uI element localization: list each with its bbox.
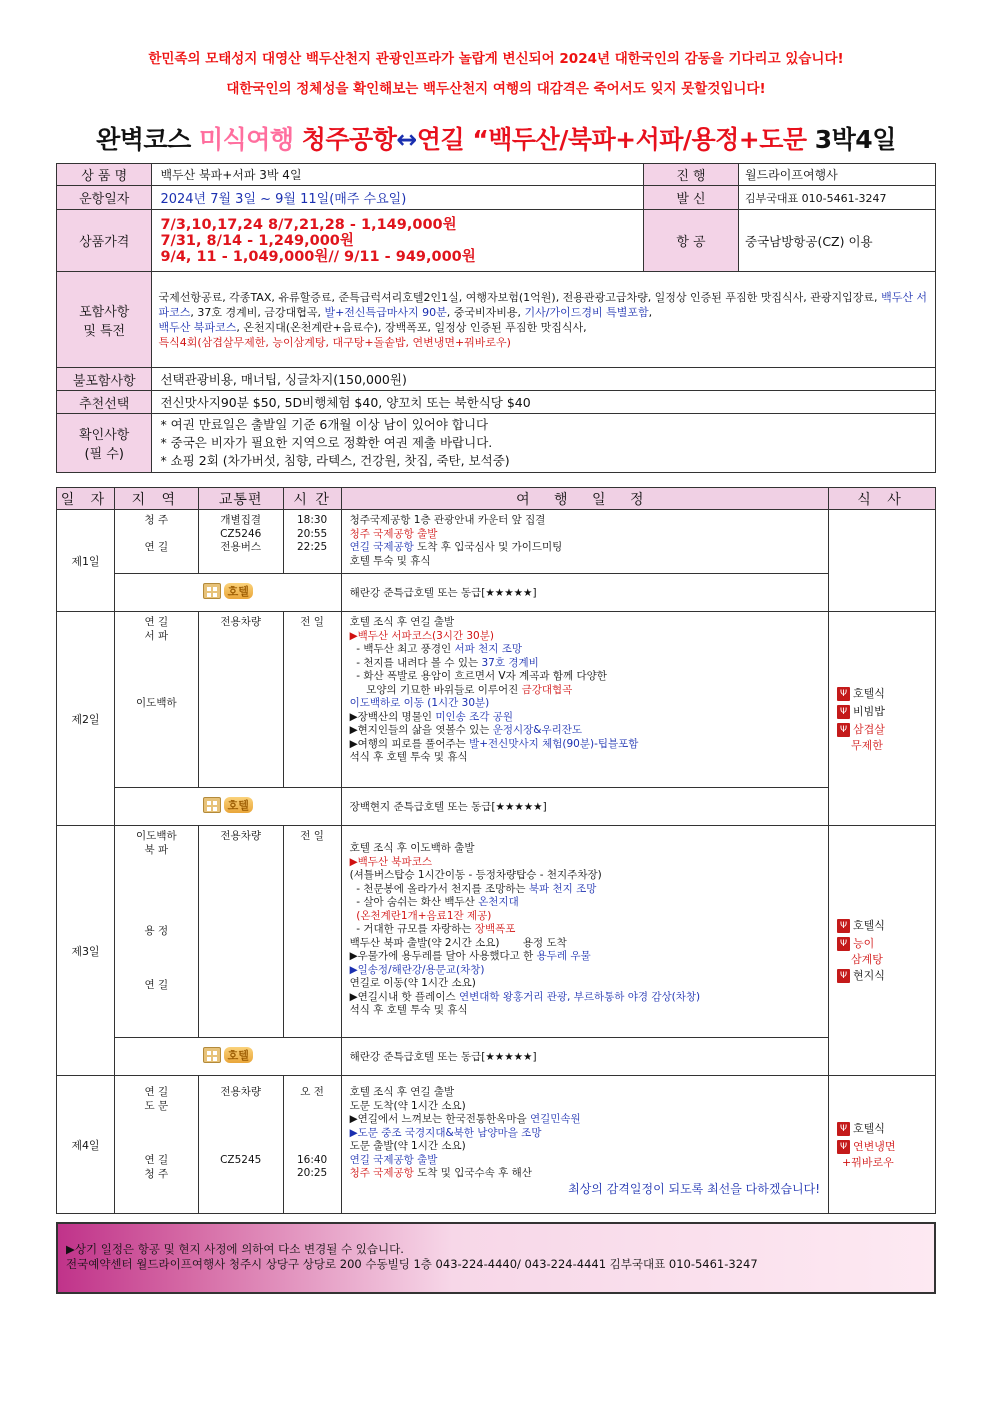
- time: 오 전: [300, 1086, 324, 1098]
- check-label: [57, 414, 152, 473]
- transport: CZ5245: [220, 1153, 262, 1166]
- itinerary-line: 연길 국제공항 출발: [349, 1153, 438, 1166]
- day4-transport: [198, 1076, 283, 1214]
- info-row-include: [57, 272, 936, 368]
- day1-row: [57, 510, 936, 574]
- itinerary-line: [350, 541, 820, 555]
- title-destination: 연길 “백두산/북파+서파/용정+도문: [416, 125, 807, 154]
- date-value: 2024년 7월 3일 ~ 9월 11일(매주 수요일): [152, 186, 643, 210]
- operator-label: 진 행: [643, 164, 738, 186]
- time: 22:25: [296, 541, 328, 553]
- itinerary-text: 모양의 기묘한 바위들로 이루어진: [349, 683, 522, 696]
- transport: CZ5246: [220, 527, 262, 540]
- itinerary-text: - 천문봉에 올라가서 천지를 조망하는: [349, 882, 529, 895]
- fork-knife-icon: Ψ: [837, 723, 850, 737]
- product-info-table: [56, 163, 936, 473]
- itinerary-highlight: 용두레 우물: [536, 950, 591, 962]
- itinerary-line: [350, 1113, 820, 1127]
- col-header-day: 일 자: [57, 488, 115, 510]
- footer-box: [56, 1222, 936, 1294]
- info-row-check: [57, 414, 936, 473]
- place: 연 길: [144, 1086, 169, 1098]
- footer-row: [57, 1223, 935, 1293]
- itinerary-line: 백두산 북파 출발(약 2시간 소요) 용정 도착: [349, 936, 567, 949]
- time: 20:55: [296, 527, 328, 540]
- day2-itinerary: [341, 612, 828, 788]
- exclude-value: 선택관광비용, 매너팁, 싱글차지(150,000원): [152, 368, 936, 391]
- day1-times: [283, 510, 341, 574]
- itinerary-highlight: 서파 천지 조망: [454, 643, 523, 655]
- fork-knife-icon: Ψ: [837, 937, 850, 951]
- itinerary-line: [350, 1167, 820, 1181]
- fork-knife-icon: Ψ: [837, 705, 850, 719]
- itinerary-line: 청주 국제공항 출발: [349, 527, 438, 540]
- itinerary-text: 도착 및 입국수속 후 해산: [413, 1167, 532, 1179]
- place: 연 길: [144, 1154, 169, 1166]
- meal-item: [837, 685, 935, 703]
- hotel-icon: [203, 583, 221, 599]
- fork-knife-icon: Ψ: [837, 969, 850, 983]
- fork-knife-icon: Ψ: [837, 1122, 850, 1136]
- itinerary-line: 청주국제공항 1층 관광안내 카운터 앞 집결: [349, 514, 546, 526]
- day3-hotel: 해란강 준특급호텔 또는 동급[★★★★★]: [341, 1038, 828, 1076]
- meal-item: [837, 721, 935, 739]
- place: 청 주: [144, 1167, 169, 1180]
- include-value: [152, 272, 936, 368]
- itinerary-line: [350, 950, 820, 964]
- place: 서 파: [144, 629, 169, 642]
- time: 16:40: [296, 1153, 328, 1166]
- schedule-table: [56, 487, 936, 1214]
- footer-notice: [57, 1223, 935, 1293]
- info-row-exclude: [57, 368, 936, 391]
- itinerary-line: ▶도문 중조 국경지대&북한 남양마을 조망: [349, 1126, 542, 1139]
- itinerary-highlight: 금강대협곡: [521, 683, 573, 696]
- itinerary-line: 도문 도착(약 1시간 소요): [349, 1099, 466, 1112]
- meal-item: [837, 703, 935, 721]
- itinerary-line: (셔틀버스탑승 1시간이동 - 등정차량탑승 - 천지주차장): [349, 869, 602, 881]
- info-row-date: [57, 186, 936, 210]
- meal-text: 무제한: [851, 738, 883, 752]
- place: 연 길: [144, 541, 169, 553]
- place: 북 파: [144, 843, 169, 856]
- itinerary-text: - 천지를 내려다 볼 수 있는: [349, 656, 482, 669]
- date-label: 운항일자: [57, 186, 152, 210]
- meal-item: [837, 917, 935, 935]
- itinerary-line: [350, 923, 820, 937]
- title-gourmet: 미식여행: [198, 125, 302, 154]
- price-values: [152, 210, 643, 272]
- hotel-badge: [203, 583, 253, 599]
- recommend-label: 추천선택: [57, 391, 152, 414]
- include-label-line-1: 포함사항: [79, 304, 130, 320]
- price-line-3: 9/4, 11 - 1,049,000원// 9/11 - 949,000원: [160, 248, 476, 265]
- day2-hotel-label: [114, 788, 341, 826]
- fork-knife-icon: Ψ: [837, 1140, 850, 1154]
- day2-places: [114, 612, 198, 788]
- check-label-line-2: (필 수): [84, 447, 124, 462]
- itinerary-line: 연길로 이동(약 1시간 소요): [349, 977, 476, 989]
- meal-text: 능이: [853, 936, 875, 950]
- operator-value: 월드라이프여행사: [739, 164, 936, 186]
- hotel-icon: [203, 797, 221, 813]
- day1-itinerary: [341, 510, 828, 574]
- place: 청 주: [144, 514, 169, 526]
- itinerary-highlight: 온천지대: [478, 896, 519, 908]
- include-label: [57, 272, 152, 368]
- hotel-badge-text: 호텔: [224, 797, 253, 813]
- meal-text: 연변냉면: [853, 1139, 896, 1153]
- itinerary-text: 도착 후 입국심사 및 가이드미팅: [413, 541, 563, 553]
- check-item: * 여권 만료일은 출발일 기준 6개월 이상 남이 있어야 합니다: [160, 417, 489, 432]
- day3-row: [57, 826, 936, 1038]
- footer-contact: 전국예약센터 월드라이프여행사 청주시 상당구 상당로 200 수동빌딩 1층 043-224-4440/ 043-224-4441 김부국대표 010-5461-3247: [66, 1257, 758, 1271]
- info-row-price: [57, 210, 936, 272]
- meal-item: [837, 1138, 935, 1156]
- day1-meals: [829, 510, 936, 612]
- col-header-meal: 식 사: [829, 488, 936, 510]
- info-row-product: [57, 164, 936, 186]
- price-line-2: 7/31, 8/14 - 1,249,000원: [160, 232, 354, 249]
- itinerary-line: 석식 후 호텔 투숙 및 휴식: [349, 751, 468, 763]
- sender-label: 발 신: [643, 186, 738, 210]
- itinerary-highlight: 연길 국제공항: [349, 541, 414, 553]
- exclude-label: 불포함사항: [57, 368, 152, 391]
- itinerary-highlight: 발+전신맛사지 체험(90분)-팁블포함: [469, 737, 639, 750]
- include-label-line-2: 및 특전: [83, 323, 126, 339]
- itinerary-line: (온천계란1개+음료1잔 제공): [349, 909, 492, 922]
- hotel-badge: [203, 797, 253, 813]
- transport: 전용버스: [220, 541, 261, 553]
- include-text-5: , 온천지대(온천계란+음료수), 장백폭포, 일정상 인증된 푸짐한 맛집식사,: [236, 320, 587, 334]
- itinerary-line: 석식 후 호텔 투숙 및 휴식: [349, 1004, 468, 1016]
- itinerary-highlight: 연길민속원: [529, 1113, 581, 1125]
- info-row-recommend: [57, 391, 936, 414]
- include-text-3: , 중국비자비용,: [446, 305, 525, 319]
- fork-knife-icon: Ψ: [837, 687, 850, 701]
- place: [115, 528, 198, 542]
- meal-text: 삼겹살: [853, 722, 885, 736]
- col-header-transport: 교통편: [198, 488, 283, 510]
- itinerary-line: [350, 883, 820, 897]
- itinerary-highlight: 연변대학 왕홍거리 관광, 부르하통하 야경 감상(차창): [458, 990, 701, 1003]
- day1-transport: [198, 510, 283, 574]
- footer-disclaimer: ▶상기 일정은 항공 및 현지 사정에 의하여 다소 변경될 수 있습니다.: [66, 1242, 404, 1256]
- day4-row: [57, 1076, 936, 1214]
- include-special-meals: 특식4회(삼겹살무제한, 능이삼계탕, 대구탕+돌솥밥, 연변냉면+꿔바로우): [158, 335, 511, 349]
- itinerary-highlight: 운정시장&우리잔도: [492, 724, 583, 736]
- headline-line-1: 한민족의 모태성지 대영산 백두산천지 관광인프라가 놀랍게 변신되어 2024년 대한국인의 감동을 기다리고 있습니다!: [148, 51, 844, 67]
- page-title: [0, 120, 992, 156]
- itinerary-line: [350, 643, 820, 657]
- schedule-header-row: [57, 488, 936, 510]
- meal-text: 비빔밥: [853, 704, 885, 718]
- itinerary-line: 도문 출발(약 1시간 소요): [349, 1140, 466, 1152]
- day2-time: 전 일: [283, 612, 341, 788]
- itinerary-text: ▶여행의 피로를 풀어주는: [349, 737, 470, 750]
- headline: [0, 44, 992, 104]
- itinerary-highlight: 북파 천지 조망: [528, 882, 597, 895]
- check-item: * 중국은 비자가 필요한 지역으로 정확한 여권 제출 바랍니다.: [160, 435, 493, 450]
- day4-times: [283, 1076, 341, 1214]
- meal-text: 호텔식: [853, 1121, 885, 1135]
- include-highlight-guide: 기사/가이드경비 특별포함: [524, 305, 649, 319]
- fork-knife-icon: Ψ: [837, 919, 850, 933]
- day4-itinerary: [341, 1076, 828, 1214]
- itinerary-line: [350, 738, 820, 752]
- itinerary-text: - 살아 숨쉬는 화산 백두산: [349, 896, 479, 908]
- product-label: 상 품 명: [57, 164, 152, 186]
- itinerary-line: ▶백두산 서파코스(3시간 30분): [349, 629, 494, 642]
- itinerary-text: ▶현지인들의 삶을 엿볼수 있는: [349, 724, 493, 736]
- itinerary-text: - 백두산 최고 풍경인: [349, 643, 455, 655]
- hotel-badge-text: 호텔: [224, 583, 253, 599]
- include-highlight-west: 백두산 서파코스: [158, 290, 928, 319]
- day2-hotel: 장백현지 준특급호텔 또는 동급[★★★★★]: [341, 788, 828, 826]
- itinerary-line: ▶백두산 북파코스: [349, 855, 432, 868]
- col-header-place: 지 역: [114, 488, 198, 510]
- meal-item: [837, 935, 935, 953]
- itinerary-line: 호텔 조식 후 연길 출발: [349, 616, 455, 628]
- day3-places: [114, 826, 198, 1038]
- day3-label: 제3일: [57, 826, 115, 1076]
- itinerary-line: ▶일송정/해란강/용문교(차창): [349, 963, 485, 976]
- place: 이도백하: [136, 697, 177, 709]
- day3-transport: 전용차량: [198, 826, 283, 1038]
- day2-transport: 전용차량: [198, 612, 283, 788]
- day2-row: [57, 612, 936, 788]
- day4-meals: [829, 1076, 936, 1214]
- sender-value: 김부국대표 010-5461-3247: [739, 186, 936, 210]
- day2-hotel-row: [57, 788, 936, 826]
- meal-text: 삼계탕: [851, 952, 883, 966]
- airline-label: 항 공: [643, 210, 738, 272]
- day4-label: 제4일: [57, 1076, 115, 1214]
- itinerary-text: ▶우물가에 용두레를 달아 사용했다고 한: [349, 950, 537, 962]
- hotel-icon: [203, 1047, 221, 1063]
- meal-text: +꿔바로우: [842, 1155, 894, 1169]
- place: 용 정: [144, 925, 169, 937]
- meal-text: 호텔식: [853, 918, 885, 932]
- include-highlight-north: 백두산 북파코스: [158, 320, 237, 334]
- meal-text: 호텔식: [853, 686, 885, 700]
- itinerary-highlight: 장백폭포: [474, 923, 516, 935]
- check-item: * 쇼핑 2회 (차가버섯, 침향, 라텍스, 건강원, 찻집, 죽탄, 보석중): [160, 453, 510, 468]
- day1-places: [114, 510, 198, 574]
- itinerary-line: 호텔 투숙 및 휴식: [349, 554, 431, 567]
- title-departure: 청주공항: [301, 125, 397, 154]
- itinerary-line: 호텔 조식 후 연길 출발: [349, 1086, 455, 1098]
- time: 20:25: [296, 1167, 328, 1179]
- col-header-itinerary: 여 행 일 정: [341, 488, 828, 510]
- itinerary-text: ▶장백산의 명물인: [349, 710, 436, 723]
- meal-item: [837, 967, 935, 985]
- transport: 개별집결: [220, 514, 261, 526]
- hotel-badge: [203, 1047, 253, 1063]
- place: 도 문: [144, 1099, 169, 1112]
- price-line-1: 7/3,10,17,24 8/7,21,28 - 1,149,000원: [160, 216, 457, 233]
- place: 연 길: [144, 978, 169, 991]
- check-items: [152, 414, 936, 473]
- title-arrow: ↔: [396, 125, 417, 154]
- day1-hotel-label: [114, 574, 341, 612]
- day3-itinerary: [341, 826, 828, 1038]
- day2-meals: [829, 612, 936, 826]
- day1-label: 제1일: [57, 510, 115, 612]
- itinerary-line: [350, 896, 820, 910]
- include-text-1: 국제선항공료, 각종TAX, 유류할증료, 준특급럭셔리호텔2인1실, 여행자보험(1억원), 전용관광고급차량, 일정상 인증된 푸짐한 맛집식사, 관광지입장료,: [158, 290, 882, 304]
- day3-time: 전 일: [283, 826, 341, 1038]
- day1-hotel-row: [57, 574, 936, 612]
- itinerary-line: [350, 657, 820, 671]
- closing-message: 최상의 감격일정이 되도록 최선을 다하겠습니다!: [568, 1181, 821, 1196]
- itinerary-line: [350, 991, 820, 1005]
- itinerary-line: [350, 711, 820, 725]
- check-label-line-1: 확인사항: [79, 428, 130, 443]
- hotel-badge-text: 호텔: [224, 1047, 253, 1063]
- itinerary-highlight: 청주 국제공항: [349, 1167, 414, 1179]
- meal-text: 현지식: [853, 968, 885, 982]
- day4-places: [114, 1076, 198, 1214]
- include-highlight-massage: 발+전신특급마사지 90분: [324, 305, 447, 319]
- itinerary-text: ▶연길시내 핫 플레이스: [349, 990, 459, 1003]
- recommend-value: 전신맛사지90분 $50, 5D비행체험 $40, 양꼬치 또는 북한식당 $40: [152, 391, 936, 414]
- title-course: 완벽코스: [96, 125, 199, 154]
- airline-value: 중국남방항공(CZ) 이용: [739, 210, 936, 272]
- title-duration: 3박4일: [806, 125, 896, 154]
- transport: 전용차량: [220, 1086, 261, 1098]
- time: 18:30: [296, 514, 328, 526]
- day3-meals: [829, 826, 936, 1076]
- include-text-4: ,: [648, 305, 653, 319]
- itinerary-line: [350, 684, 820, 698]
- meal-item: [837, 1120, 935, 1138]
- day3-hotel-row: [57, 1038, 936, 1076]
- day1-hotel: 해란강 준특급호텔 또는 동급[★★★★★]: [341, 574, 828, 612]
- day2-label: 제2일: [57, 612, 115, 826]
- price-label: 상품가격: [57, 210, 152, 272]
- itinerary-line: [350, 724, 820, 738]
- itinerary-line: 이도백하로 이동 (1시간 30분): [349, 697, 490, 709]
- include-text-2: , 37호 경계비, 금강대협곡,: [190, 305, 325, 319]
- itinerary-text: - 거대한 규모를 자랑하는: [349, 923, 475, 935]
- product-value: 백두산 북파+서파 3박 4일: [152, 164, 643, 186]
- col-header-time: 시 간: [283, 488, 341, 510]
- itinerary-line: - 화산 폭발로 용암이 흐르면서 V자 계곡과 함께 다양한: [349, 670, 607, 682]
- itinerary-text: ▶연길에서 느껴보는 한국전통한옥마을: [349, 1113, 530, 1125]
- itinerary-line: 호텔 조식 후 이도백하 출발: [349, 842, 475, 854]
- place: 연 길: [144, 616, 169, 628]
- itinerary-highlight: 37호 경계비: [481, 656, 539, 669]
- itinerary-highlight: 미인송 조각 공원: [435, 710, 514, 723]
- day3-hotel-label: [114, 1038, 341, 1076]
- headline-line-2: 대한국인의 정체성을 확인해보는 백두산천지 여행의 대감격은 죽어서도 잊지 못할것입니다!: [226, 81, 766, 97]
- place: 이도백하: [136, 830, 177, 842]
